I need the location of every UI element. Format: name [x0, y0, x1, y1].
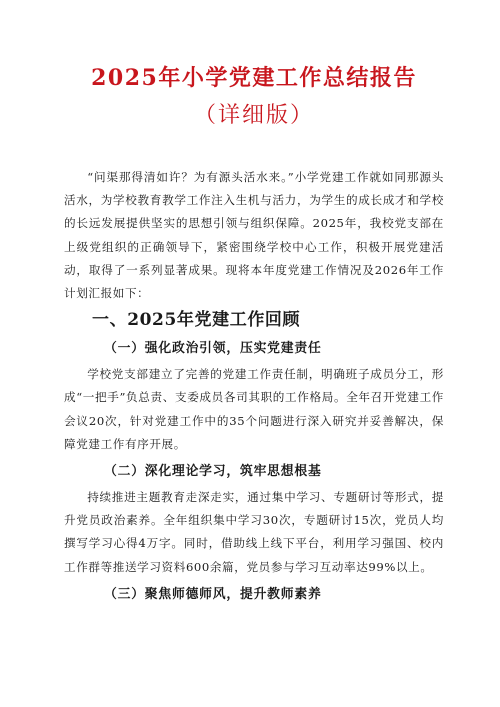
subsection-2-heading: （二）深化理论学习，筑牢思想根基: [104, 464, 322, 480]
subsection-3-heading: （三）聚焦师德师风，提升教师素养: [104, 586, 322, 602]
section-1-heading: 一、2025年党建工作回顾: [92, 310, 301, 331]
document-subtitle: （详细版）: [193, 103, 314, 128]
subsection-1-heading: （一）强化政治引领，压实党建责任: [104, 341, 322, 357]
subsection-1-paragraph: 学校党支部建立了完善的党建工作责任制，明确班子成员分工，形成“一把手”负总责、支委成员各司其职的工作格局。全年召开党建工作会议20次，针对党建工作中的35个问题进行深入研究并妥善解决，保障党建工作有序开展。: [64, 367, 444, 451]
subsection-2-paragraph: 持续推进主题教育走深走实，通过集中学习、专题研讨等形式，提升党员政治素养。全年组织集中学习30次，专题研讨15次，党员人均撰写学习心得4万字。同时，借助线上线下平台，利用学习强国、校内工作群等推送学习资料600余篇，党员参与学习互动率达99%以上。: [64, 490, 444, 574]
document-title: 2025年小学党建工作总结报告: [91, 65, 417, 91]
intro-paragraph: “问渠那得清如许？为有源头活水来。”小学党建工作就如同那源头活水，为学校教育教学工作注入生机与活力，为学生的成长成才和学校的长远发展提供坚实的思想引领与组织保障。2025年，我校党支部在上级党组织的正确领导下，紧密围绕学校中心工作，积极开展党建活动，取得了一系列显著成果。现将本年度党建工作情况及2026年工作计划汇报如下：: [64, 170, 444, 301]
